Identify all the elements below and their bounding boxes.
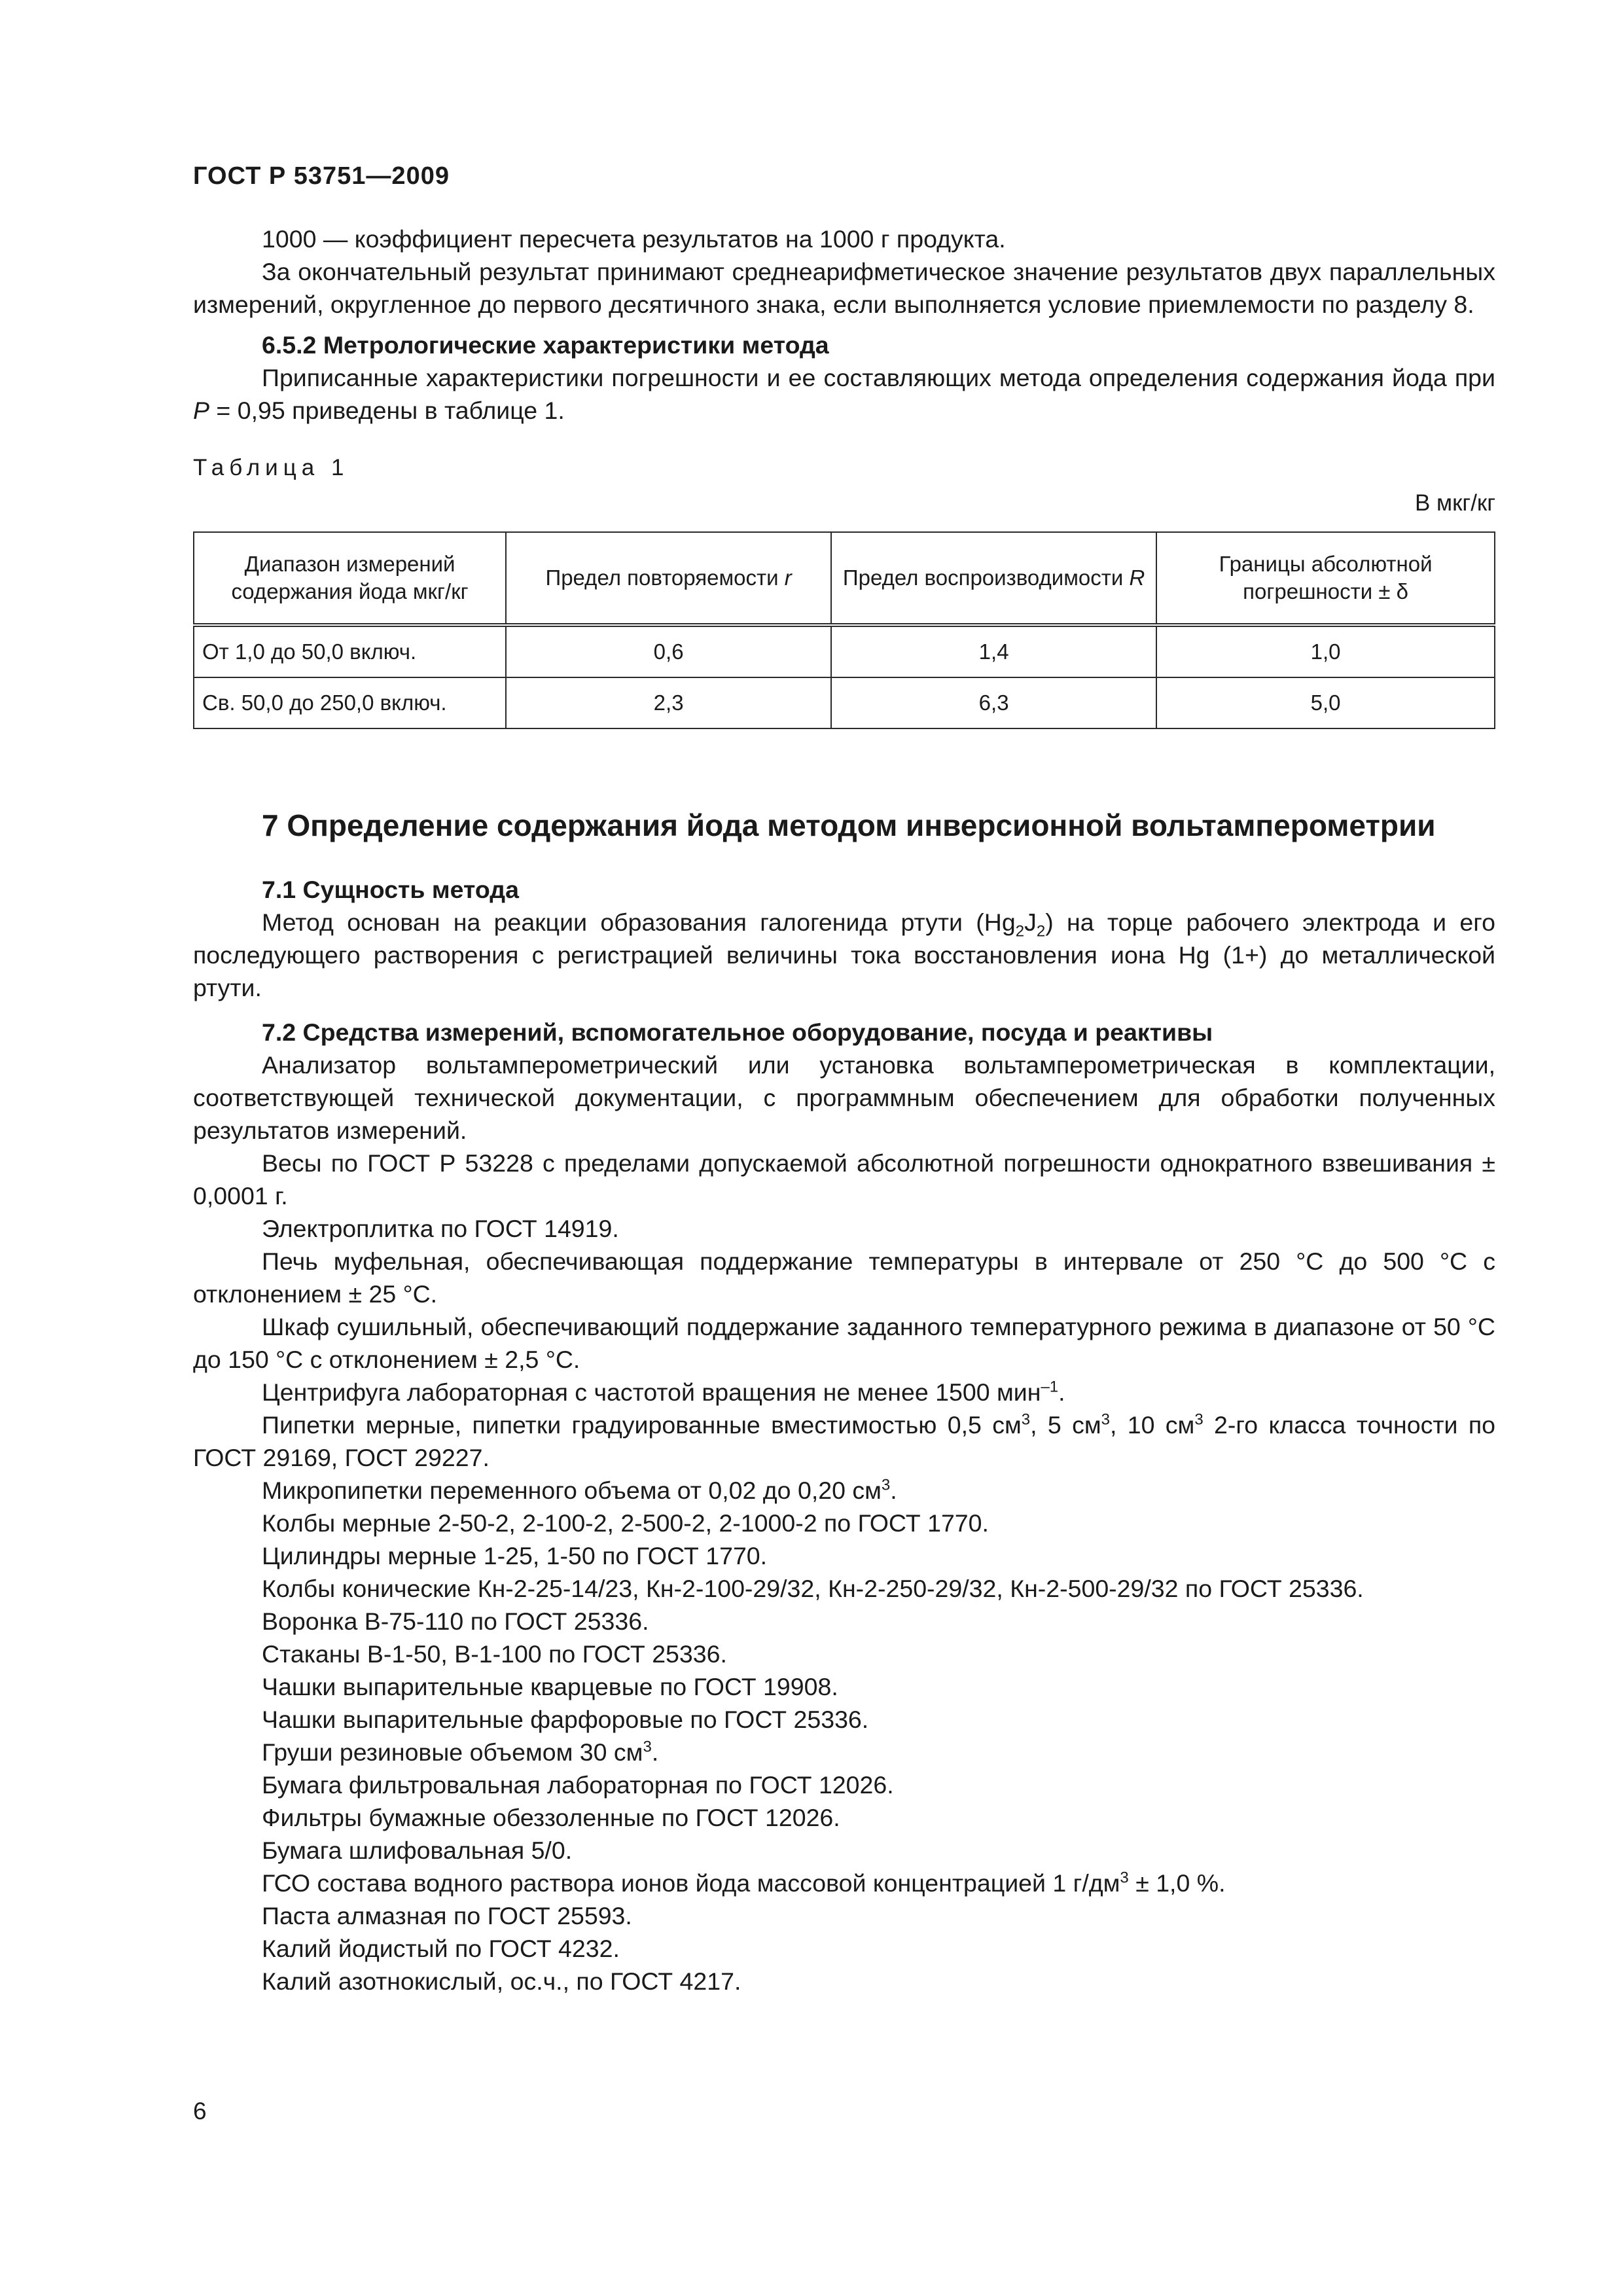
header-error-bounds: Границы абсолютной погрешности ± δ xyxy=(1156,532,1495,625)
header-r-symbol: r xyxy=(784,565,792,590)
s71-text-end: ) на торце рабочего электрода и его последующего растворения с регистрацией величины тока восстановления иона Hg (1+) до металлической ртути. xyxy=(193,908,1495,1001)
list-item: Стаканы В-1-50, В-1-100 по ГОСТ 25336. xyxy=(262,1640,727,1668)
list-item: Шкаф сушильный, обеспечивающий поддержание заданного температурного режима в диапазоне от 50 °С до 150 °С с отклонением ± 2,5 °С. xyxy=(193,1313,1495,1373)
table-row xyxy=(194,625,1495,677)
s71-subscript-1: 2 xyxy=(1015,922,1025,941)
list-item: Воронка В-75-110 по ГОСТ 25336. xyxy=(262,1607,649,1635)
header-repeatability-label: Предел повторяемости xyxy=(545,565,785,590)
table-header-row xyxy=(194,532,1495,625)
list-item: Колбы конические Кн-2-25-14/23, Кн-2-100-29/32, Кн-2-250-29/32, Кн-2-500-29/32 по ГОСТ 25336. xyxy=(262,1575,1364,1602)
list-item: Чашки выпарительные кварцевые по ГОСТ 19908. xyxy=(262,1673,838,1700)
s71-subscript-2: 2 xyxy=(1036,922,1046,941)
document-body xyxy=(193,223,1495,1998)
header-reproducibility xyxy=(831,532,1156,625)
section-6-5-2-title: 6.5.2 Метрологические характеристики метода xyxy=(262,331,829,359)
document-code-header: ГОСТ Р 53751—2009 xyxy=(193,162,450,190)
pipettes-sup-2: 3 xyxy=(1101,1410,1110,1429)
page-number: 6 xyxy=(193,2098,207,2125)
bulbs-sup: 3 xyxy=(643,1738,652,1756)
table-cell: 6,3 xyxy=(831,677,1156,728)
section-7-1-text xyxy=(193,906,1495,1004)
list-item: Печь муфельная, обеспечивающая поддержание температуры в интервале от 250 °С до 500 °С с отклонением ± 25 °С. xyxy=(193,1247,1495,1308)
table-cell: 0,6 xyxy=(506,625,831,677)
list-item: Паста алмазная по ГОСТ 25593. xyxy=(262,1902,632,1929)
centrifuge-end: . xyxy=(1058,1378,1065,1406)
header-R-symbol: R xyxy=(1129,565,1145,590)
section-7-1-title: 7.1 Сущность метода xyxy=(262,876,519,903)
table-row xyxy=(194,677,1495,728)
list-item-bulbs xyxy=(193,1736,1495,1768)
gso-text: ГСО состава водного раствора ионов йода массовой концентрацией 1 г/дм xyxy=(262,1869,1120,1897)
section-6-5-2-text-end: = 0,95 приведены в таблице 1. xyxy=(209,397,565,424)
micropipettes-sup: 3 xyxy=(881,1476,891,1494)
header-reproducibility-label: Предел воспроизводимости xyxy=(842,565,1130,590)
equipment-list xyxy=(193,1049,1495,1998)
table-cell: 1,0 xyxy=(1156,625,1495,677)
header-range: Диапазон измерений содержания йода мкг/кг xyxy=(194,532,506,625)
section-7-2-title: 7.2 Средства измерений, вспомогательное оборудование, посуда и реактивы xyxy=(262,1018,1213,1046)
table-cell: 1,4 xyxy=(831,625,1156,677)
bulbs-end: . xyxy=(651,1738,659,1766)
table-cell: Св. 50,0 до 250,0 включ. xyxy=(194,677,506,728)
section-7-heading: 7 Определение содержания йода методом инверсионной вольтамперометрии xyxy=(262,808,1436,842)
list-item-micropipettes xyxy=(193,1474,1495,1507)
table-unit: В мкг/кг xyxy=(1414,490,1495,516)
pipettes-sup-1: 3 xyxy=(1021,1410,1031,1429)
header-repeatability xyxy=(506,532,831,625)
list-item-pipettes xyxy=(193,1408,1495,1474)
centrifuge-text: Центрифуга лабораторная с частотой вращения не менее 1500 мин xyxy=(262,1378,1041,1406)
s71-text-start: Метод основан на реакции образования галогенида ртути (Hg xyxy=(262,908,1016,936)
section-6-5-2-text xyxy=(193,361,1495,427)
list-item-centrifuge xyxy=(193,1376,1495,1408)
list-item: Фильтры бумажные обеззоленные по ГОСТ 12026. xyxy=(262,1804,840,1831)
intro-line-2: За окончательный результат принимают среднеарифметическое значение результатов двух параллельных измерений, округленное до первого десятичного знака, если выполняется условие приемлемости по разделу 8. xyxy=(193,258,1495,318)
list-item: Чашки выпарительные фарфоровые по ГОСТ 25336. xyxy=(262,1706,869,1733)
gso-end: ± 1,0 %. xyxy=(1128,1869,1226,1897)
micropipettes-end: . xyxy=(890,1477,897,1504)
list-item: Весы по ГОСТ Р 53228 с пределами допускаемой абсолютной погрешности однократного взвешивания ± 0,0001 г. xyxy=(193,1149,1495,1210)
list-item: Бумага фильтровальная лабораторная по ГОСТ 12026. xyxy=(262,1771,894,1799)
table-cell: 2,3 xyxy=(506,677,831,728)
list-item: Анализатор вольтамперометрический или установка вольтамперометрическая в комплектации, соответствующей технической документации, с программным обеспечением для обработки полученных результатов измерений. xyxy=(193,1051,1495,1144)
list-item-gso xyxy=(193,1867,1495,1899)
pipettes-text-4: 2-го класса точности по ГОСТ 29169, ГОСТ 29227. xyxy=(193,1411,1495,1471)
list-item: Калий йодистый по ГОСТ 4232. xyxy=(262,1935,620,1962)
intro-line-1: 1000 — коэффициент пересчета результатов на 1000 г продукта. xyxy=(262,225,1006,253)
p-symbol: P xyxy=(193,397,210,424)
pipettes-text-2: , 5 см xyxy=(1030,1411,1101,1439)
list-item: Калий азотнокислый, ос.ч., по ГОСТ 4217. xyxy=(262,1967,741,1995)
table-cell: 5,0 xyxy=(1156,677,1495,728)
centrifuge-sup: –1 xyxy=(1041,1378,1059,1396)
gso-sup: 3 xyxy=(1120,1869,1129,1887)
list-item: Электроплитка по ГОСТ 14919. xyxy=(262,1215,619,1242)
s71-text-mid: J xyxy=(1024,908,1037,936)
bulbs-text: Груши резиновые объемом 30 см xyxy=(262,1738,643,1766)
pipettes-text-3: , 10 см xyxy=(1109,1411,1195,1439)
micropipettes-text: Микропипетки переменного объема от 0,02 до 0,20 см xyxy=(262,1477,882,1504)
table-caption: Таблица 1 xyxy=(193,455,349,480)
list-item: Колбы мерные 2-50-2, 2-100-2, 2-500-2, 2-1000-2 по ГОСТ 1770. xyxy=(262,1509,989,1537)
metrology-table xyxy=(193,531,1495,729)
table-cell: От 1,0 до 50,0 включ. xyxy=(194,625,506,677)
pipettes-text-1: Пипетки мерные, пипетки градуированные вместимостью 0,5 см xyxy=(262,1411,1022,1439)
list-item: Цилиндры мерные 1-25, 1-50 по ГОСТ 1770. xyxy=(262,1542,768,1570)
section-6-5-2-text-start: Приписанные характеристики погрешности и ее составляющих метода определения содержания йода при xyxy=(262,364,1495,391)
list-item: Бумага шлифовальная 5/0. xyxy=(262,1837,573,1864)
pipettes-sup-3: 3 xyxy=(1194,1410,1204,1429)
